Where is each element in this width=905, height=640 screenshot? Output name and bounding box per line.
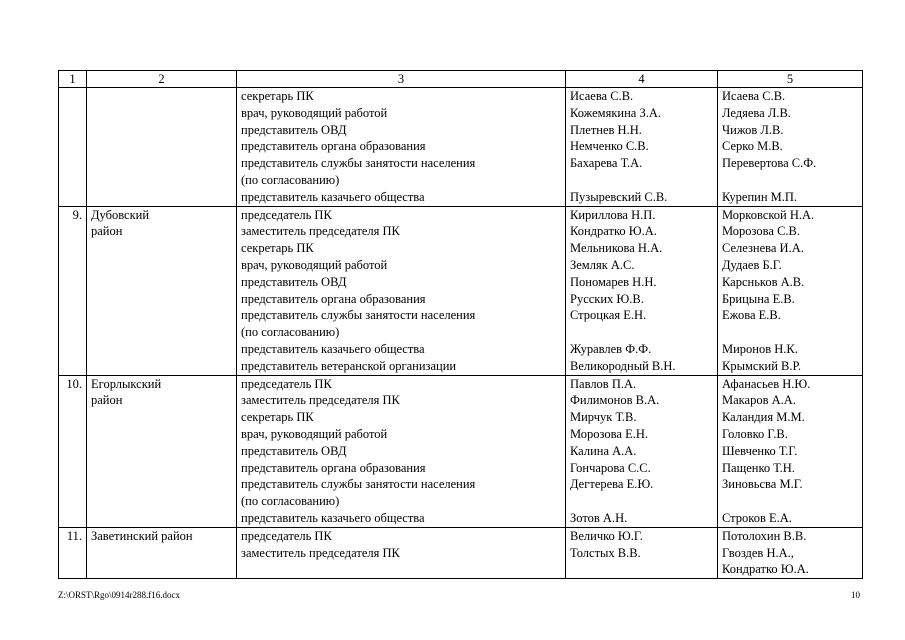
district-cell bbox=[87, 375, 237, 527]
reserve-name bbox=[722, 324, 862, 341]
role-label: представитель ветеранской организации bbox=[241, 358, 457, 373]
row-number bbox=[59, 375, 87, 527]
reserve-name: Курепин М.П. bbox=[722, 189, 798, 204]
reserve-name: Каландия М.М. bbox=[722, 410, 805, 425]
role-label: представитель органа образования bbox=[241, 139, 426, 154]
member-name: Земляк А.С. bbox=[570, 257, 635, 272]
commission-table bbox=[58, 70, 863, 579]
member-name: Пономарев Н.Н. bbox=[570, 274, 657, 289]
roles-cell bbox=[237, 375, 566, 527]
member-name: Немченко С.В. bbox=[570, 139, 649, 154]
row-number-text: 11. bbox=[66, 528, 82, 543]
reserve-name: Гвоздев Н.А., bbox=[722, 545, 794, 560]
district-cell bbox=[87, 527, 237, 578]
reserve-name: Ежова Е.В. bbox=[722, 308, 781, 323]
table-row bbox=[59, 527, 863, 578]
role-label: представитель казачьего общества bbox=[241, 341, 425, 356]
member-name: Филимонов В.А. bbox=[570, 393, 660, 408]
role-label: врач, руководящий работой bbox=[241, 105, 388, 120]
role-label: секретарь ПК bbox=[241, 241, 314, 256]
role-label: представитель ОВД bbox=[241, 122, 347, 137]
members-cell bbox=[566, 88, 718, 207]
footer-file-path: Z:\ORST\Rgo\0914r288.f16.docx bbox=[58, 590, 180, 600]
role-label: представитель службы занятости населения bbox=[241, 308, 476, 323]
role-label: председатель ПК bbox=[241, 207, 332, 222]
role-label: (по согласованию) bbox=[241, 494, 340, 509]
role-label: (по согласованию) bbox=[241, 172, 340, 187]
reserve-name: Брицына Е.В. bbox=[722, 291, 795, 306]
role-label: представитель органа образования bbox=[241, 291, 426, 306]
member-name: Бахарева Т.А. bbox=[570, 156, 643, 171]
member-name: Мирчук Т.В. bbox=[570, 410, 637, 425]
role-label: представитель казачьего общества bbox=[241, 189, 425, 204]
reserve-name: Пащенко Т.Н. bbox=[722, 460, 795, 475]
role-label: председатель ПК bbox=[241, 376, 332, 391]
reserves-cell bbox=[718, 527, 863, 578]
district-cell bbox=[87, 206, 237, 375]
member-name: Кожемякина З.А. bbox=[570, 105, 661, 120]
reserve-name: Перевертова С.Ф. bbox=[722, 156, 817, 171]
role-label: (по согласованию) bbox=[241, 325, 340, 340]
member-name: Дегтерева Е.Ю. bbox=[570, 477, 654, 492]
reserve-name: Головко Г.В. bbox=[722, 426, 788, 441]
district-name: Заветинский район bbox=[91, 528, 193, 543]
role-label: врач, руководящий работой bbox=[241, 257, 388, 272]
reserve-name: Потолохин В.В. bbox=[722, 528, 807, 543]
member-name: Калина А.А. bbox=[570, 443, 637, 458]
member-name: Павлов П.А. bbox=[570, 376, 637, 391]
reserve-name: Чижов Л.В. bbox=[722, 122, 784, 137]
role-label: представитель ОВД bbox=[241, 443, 347, 458]
reserve-name: Кондратко Ю.А. bbox=[722, 562, 809, 577]
role-label: заместитель председателя ПК bbox=[241, 224, 400, 239]
member-name: Журавлев Ф.Ф. bbox=[570, 341, 652, 356]
member-name bbox=[570, 493, 717, 510]
district-name: район bbox=[91, 224, 123, 239]
table-row bbox=[59, 206, 863, 375]
table-header-row bbox=[59, 71, 863, 88]
row-number-text: 10. bbox=[66, 376, 82, 391]
reserve-name: Ледяева Л.В. bbox=[722, 105, 791, 120]
member-name: Зотов А.Н. bbox=[570, 510, 628, 525]
member-name: Русских Ю.В. bbox=[570, 291, 644, 306]
members-cell bbox=[566, 527, 718, 578]
member-name bbox=[570, 172, 717, 189]
role-label: представитель органа образования bbox=[241, 460, 426, 475]
member-name: Строцкая Е.Н. bbox=[570, 308, 647, 323]
reserve-name: Серко М.В. bbox=[722, 139, 783, 154]
member-name: Исаева С.В. bbox=[570, 89, 634, 103]
reserve-name: Шевченко Т.Г. bbox=[722, 443, 798, 458]
table-row bbox=[59, 375, 863, 527]
member-name: Морозова Е.Н. bbox=[570, 426, 648, 441]
reserve-name: Крымский В.Р. bbox=[722, 358, 801, 373]
member-name: Великородный В.Н. bbox=[570, 358, 676, 373]
reserve-name: Макаров А.А. bbox=[722, 393, 796, 408]
reserve-name: Дудаев Б.Г. bbox=[722, 257, 782, 272]
header-col-3: 3 bbox=[237, 71, 566, 88]
role-label: представитель службы занятости населения bbox=[241, 156, 476, 171]
reserves-cell bbox=[718, 375, 863, 527]
role-label: заместитель председателя ПК bbox=[241, 393, 400, 408]
member-name: Плетнев Н.Н. bbox=[570, 122, 642, 137]
footer-page-number: 10 bbox=[851, 590, 860, 600]
role-label: врач, руководящий работой bbox=[241, 426, 388, 441]
member-name bbox=[570, 324, 717, 341]
row-number bbox=[59, 527, 87, 578]
row-number-text: 9. bbox=[72, 207, 82, 222]
member-name: Гончарова С.С. bbox=[570, 460, 651, 475]
reserve-name: Морозова С.В. bbox=[722, 224, 801, 239]
reserve-name: Афанасьев Н.Ю. bbox=[722, 376, 811, 391]
district-name: район bbox=[91, 393, 123, 408]
member-name: Кондратко Ю.А. bbox=[570, 224, 657, 239]
row-number bbox=[59, 88, 87, 207]
table-row bbox=[59, 88, 863, 207]
district-cell bbox=[87, 88, 237, 207]
reserve-name: Карсньков А.В. bbox=[722, 274, 805, 289]
member-name: Мельникова Н.А. bbox=[570, 241, 663, 256]
header-col-5: 5 bbox=[718, 71, 863, 88]
role-label: председатель ПК bbox=[241, 528, 332, 543]
reserves-cell bbox=[718, 88, 863, 207]
row-number-text bbox=[59, 88, 82, 105]
member-name: Пузыревский С.В. bbox=[570, 189, 668, 204]
role-label: секретарь ПК bbox=[241, 410, 314, 425]
member-name: Величко Ю.Г. bbox=[570, 528, 643, 543]
member-name: Толстых В.В. bbox=[570, 545, 641, 560]
reserve-name: Морковской Н.А. bbox=[722, 207, 815, 222]
reserve-name: Зиновьсва М.Г. bbox=[722, 477, 803, 492]
roles-cell bbox=[237, 527, 566, 578]
member-name: Кириллова Н.П. bbox=[570, 207, 656, 222]
role-label: представитель казачьего общества bbox=[241, 510, 425, 525]
member-name bbox=[570, 561, 717, 578]
reserve-name: Исаева С.В. bbox=[722, 89, 786, 103]
district-name: Дубовский bbox=[91, 207, 150, 222]
header-col-4: 4 bbox=[566, 71, 718, 88]
members-cell bbox=[566, 375, 718, 527]
role-label: заместитель председателя ПК bbox=[241, 545, 400, 560]
reserve-name bbox=[722, 493, 862, 510]
reserve-name bbox=[722, 172, 862, 189]
role-label: представитель службы занятости населения bbox=[241, 477, 476, 492]
reserves-cell bbox=[718, 206, 863, 375]
role-label: представитель ОВД bbox=[241, 274, 347, 289]
reserve-name: Строков Е.А. bbox=[722, 510, 792, 525]
role-label bbox=[241, 561, 565, 578]
reserve-name: Селезнева И.А. bbox=[722, 241, 804, 256]
district-name: Егорлыкский bbox=[91, 376, 162, 391]
row-number bbox=[59, 206, 87, 375]
members-cell bbox=[566, 206, 718, 375]
header-col-2: 2 bbox=[87, 71, 237, 88]
roles-cell bbox=[237, 206, 566, 375]
roles-cell bbox=[237, 88, 566, 207]
header-col-1: 1 bbox=[59, 71, 87, 88]
reserve-name: Миронов Н.К. bbox=[722, 341, 798, 356]
role-label: секретарь ПК bbox=[241, 89, 314, 103]
